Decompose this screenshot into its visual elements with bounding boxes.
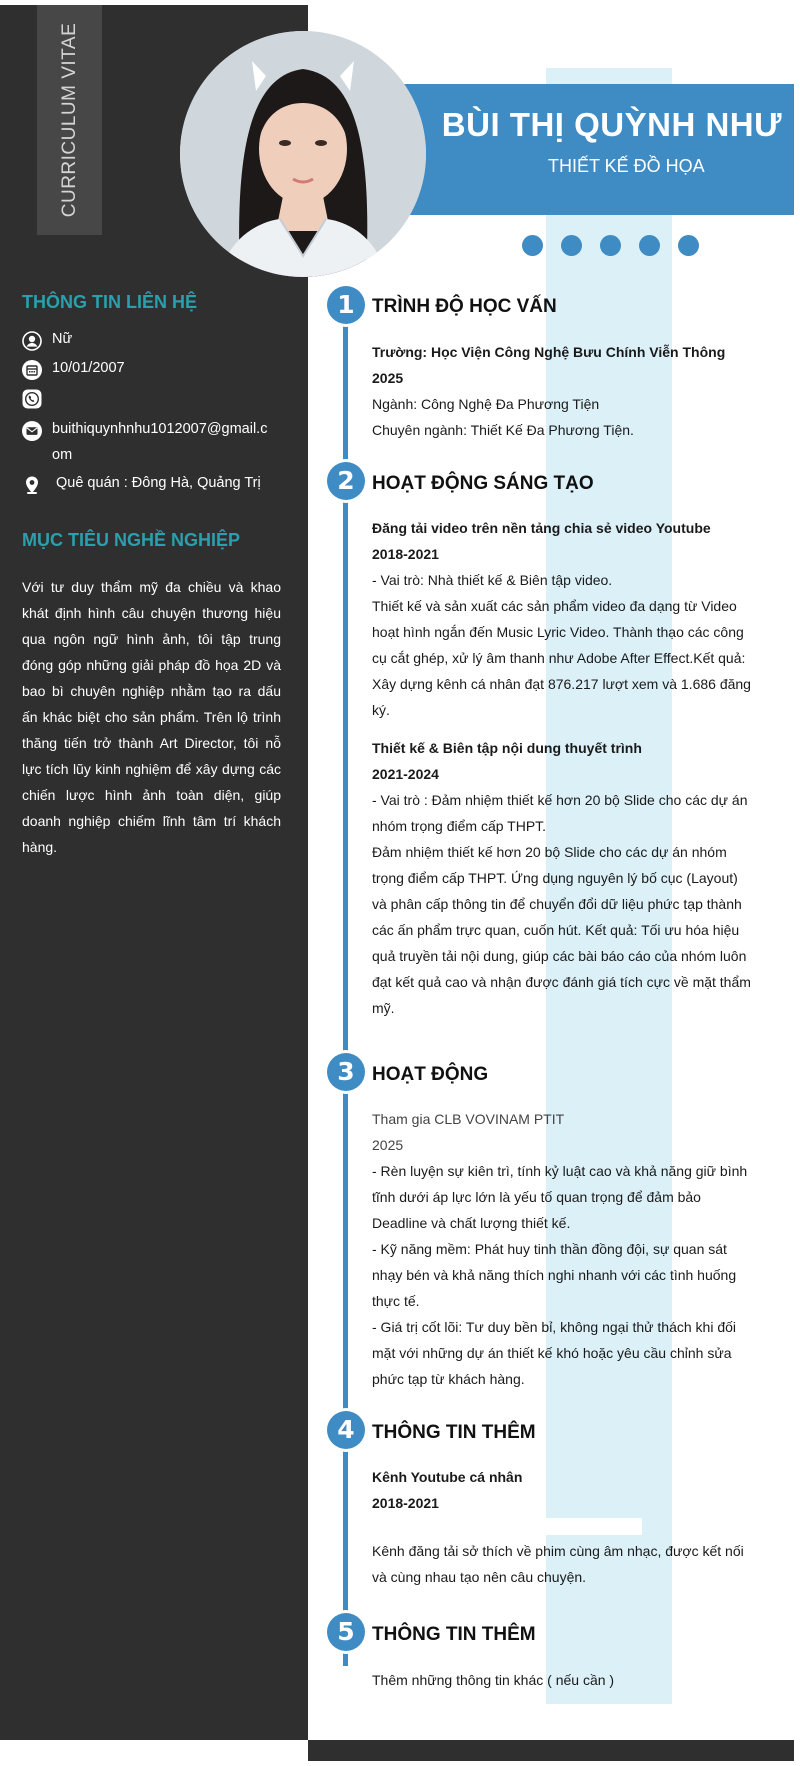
decorative-dot xyxy=(522,235,543,256)
section-number-1: 1 xyxy=(327,286,365,324)
timeline-line xyxy=(343,300,348,1666)
objective-text: Với tư duy thẩm mỹ đa chiều và khao khát định hình câu chuyện thương hiệu qua ngôn ngữ hình ảnh, tôi tập trung đóng góp những giải pháp đồ họa 2D và bao bì chuyên nghiệp nhằm tạo ra dấu ấn khác biệt cho sản phẩm. Trên lộ trình thăng tiến trở thành Art Director, tôi nỗ lực tích lũy kinh nghiệm để xây dựng các chiến lược hình ảnh toàn diện, giúp doanh nghiệp chiếm lĩnh tâm trí khách hàng. xyxy=(22,579,281,855)
decorative-notch xyxy=(546,1518,642,1535)
contact-heading: THÔNG TIN LIÊN HỆ xyxy=(22,292,197,312)
objective-heading: MỤC TIÊU NGHỀ NGHIỆP xyxy=(22,530,241,550)
decorative-dot xyxy=(678,235,699,256)
contact-hometown: Quê quán : Đông Hà, Quảng Trị xyxy=(22,475,261,495)
section-heading-activities: HOẠT ĐỘNG xyxy=(372,1064,489,1085)
contact-gender: Nữ xyxy=(22,331,72,351)
profile-photo xyxy=(180,31,426,277)
section-number-5: 5 xyxy=(327,1613,365,1651)
extra-info-desc: Kênh đăng tải sở thích về phim cùng âm nhạc, được kết nối và cùng nhau tạo nên câu chuyện. xyxy=(372,1543,744,1585)
section-heading-more-info: THÔNG TIN THÊM xyxy=(372,1624,536,1645)
decorative-dot xyxy=(561,235,582,256)
section-number-4: 4 xyxy=(327,1411,365,1449)
name-banner xyxy=(400,84,794,215)
contact-birthdate: 10/01/2007 xyxy=(22,360,125,380)
section-heading-extra-info: THÔNG TIN THÊM xyxy=(372,1422,536,1443)
section-heading-creative: HOẠT ĐỘNG SÁNG TẠO xyxy=(372,473,594,494)
contact-email: buithiquynhnhu1012007@gmail.c om xyxy=(22,418,267,468)
section-number-3: 3 xyxy=(327,1053,365,1091)
footer-bar xyxy=(308,1740,794,1761)
more-info-desc: Thêm những thông tin khác ( nếu cần ) xyxy=(372,1672,615,1688)
phone-icon xyxy=(22,389,42,409)
education-details: Trường: Học Viện Công Nghệ Bưu Chính Viễn Thông 2025 Ngành: Công Nghệ Đa Phương Tiện Chuyên ngành: Thiết Kế Đa Phương Tiện. xyxy=(372,344,726,438)
cv-label: CURRICULUM VITAE xyxy=(58,22,80,218)
envelope-icon xyxy=(22,421,42,441)
location-pin-icon xyxy=(22,475,42,495)
job-title: THIẾT KẾ ĐỒ HỌA xyxy=(548,156,705,176)
cv-label-tab xyxy=(37,5,102,235)
calendar-icon xyxy=(22,360,42,380)
creative-item-slides: Thiết kế & Biên tập nội dung thuyết trình 2021-2024 - Vai trò : Đảm nhiệm thiết kế hơn 20 bộ Slide cho các dự án nhóm trọng điểm cấp THPT. Đảm nhiệm thiết kế hơn 20 bộ Slide cho các dự án nhóm trọng điểm cấp THPT. Ứng dụng nguyên lý bố cục (Layout) và phân cấp thông tin để chuyển đổi dữ liệu phức tạp thành các ấn phẩm trực quan, cuốn hút. Kết quả: Tối ưu hóa hiệu quả truyền tải nội dung, giúp các bài báo cáo của nhóm luôn đạt kết quả cao và nhận được đánh giá tích cực về mặt thẩm mỹ. xyxy=(372,740,751,1016)
contact-phone xyxy=(22,389,52,409)
decorative-dot xyxy=(600,235,621,256)
user-icon xyxy=(22,331,42,351)
creative-item-youtube: Đăng tải video trên nền tảng chia sẻ video Youtube 2018-2021 - Vai trò: Nhà thiết kế & Biên tập video. Thiết kế và sản xuất các sản phẩm video đa dạng từ Video hoạt hình ngắn đến Music Lyric Video. Thành thạo các công cụ cắt ghép, xử lý âm thanh như Adobe After Effect.Kết quả: Xây dựng kênh cá nhân đạt 876.217 lượt xem và 1.686 đăng ký. xyxy=(372,520,751,718)
decorative-dot xyxy=(639,235,660,256)
activities-details: Tham gia CLB VOVINAM PTIT 2025 - Rèn luyện sự kiên trì, tính kỷ luật cao và khả năng giữ bình tĩnh dưới áp lực lớn là yếu tố quan trọng để đảm bảo Deadline và chất lượng thiết kế. - Kỹ năng mềm: Phát huy tinh thần đồng đội, sự quan sát nhạy bén và khả năng thích nghi nhanh với các tình huống thực tế. - Giá trị cốt lõi: Tư duy bền bỉ, không ngại thử thách khi đối mặt với những dự án thiết kế khó hoặc yêu cầu chỉnh sửa phức tạp từ khách hàng. xyxy=(372,1111,748,1387)
extra-info-youtube: Kênh Youtube cá nhân 2018-2021 xyxy=(372,1469,523,1511)
section-number-2: 2 xyxy=(327,462,365,500)
section-heading-education: TRÌNH ĐỘ HỌC VẤN xyxy=(372,296,557,317)
full-name: BÙI THỊ QUỲNH NHƯ xyxy=(441,106,782,143)
